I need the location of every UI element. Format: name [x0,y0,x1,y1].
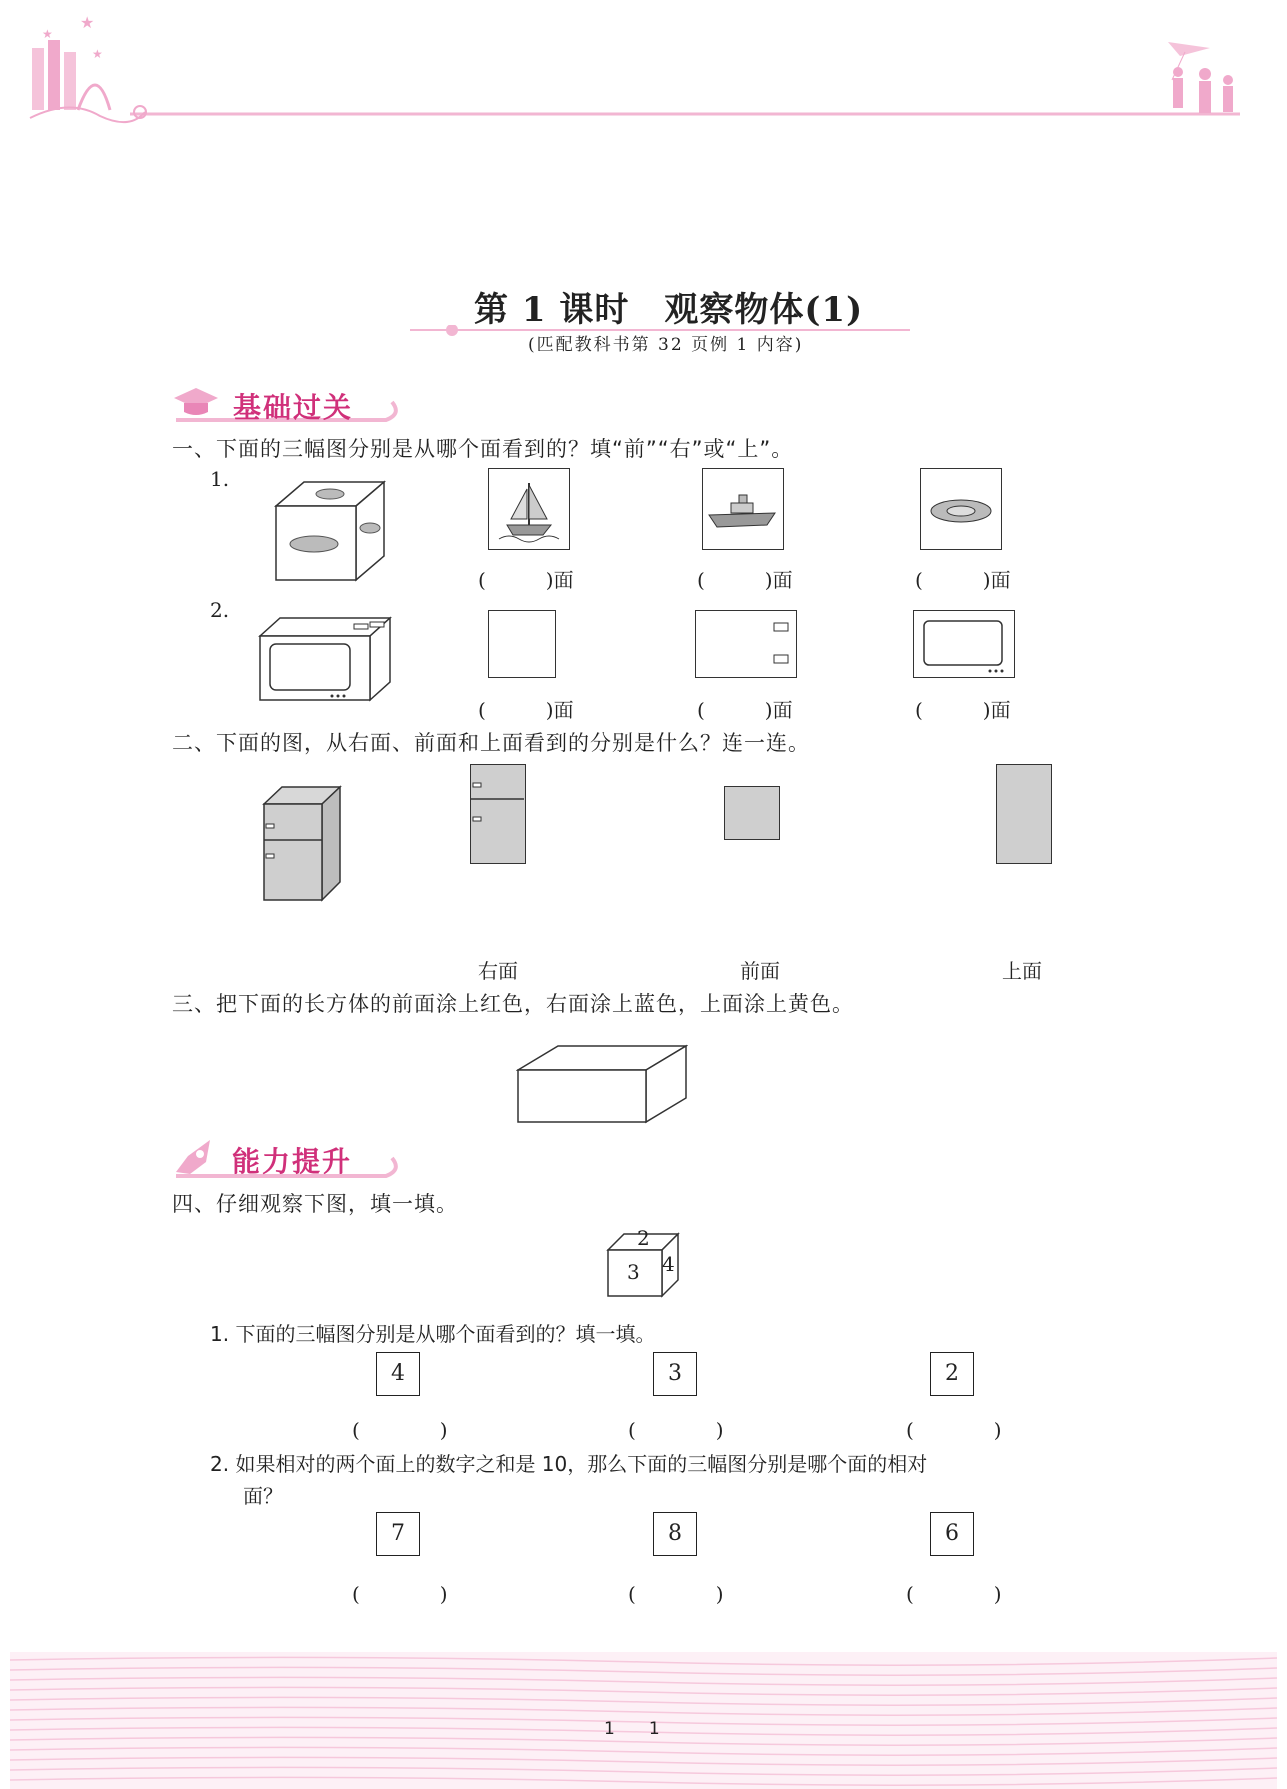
question-4-prompt: 四、仔细观察下图，填一填。 [172,1192,458,1216]
q4-2-blank-3[interactable]: ( ) [906,1582,1002,1606]
cube-top-number: 2 [637,1226,650,1250]
page-title: 第 1 课时 观察物体(1) [474,290,864,330]
ship-cube-figure [270,472,390,582]
q4-sub-2-line-1: 2. 如果相对的两个面上的数字之和是 10，那么下面的三幅图分别是哪个面的相对 [210,1452,928,1476]
q2-label-right[interactable]: 右面 [478,959,518,983]
page-number: 1 1 [604,1719,660,1739]
opposite-box-3: 6 [930,1512,974,1556]
q4-sub-2-line-2: 面？ [243,1484,283,1508]
opposite-box-2: 8 [653,1512,697,1556]
cube-front-number: 3 [627,1260,640,1284]
q1-1-blank-3[interactable]: ( )面 [915,568,1011,592]
view-box-3: 2 [930,1352,974,1396]
question-2-prompt: 二、下面的图，从右面、前面和上面看到的分别是什么？连一连。 [172,731,810,755]
q4-1-blank-3[interactable]: ( ) [906,1418,1002,1442]
fridge-top-view-image[interactable] [724,786,780,840]
q2-label-front[interactable]: 前面 [740,959,780,983]
q1-item-2-label: 2. [210,598,230,622]
page-subtitle: (匹配教科书第 32 页例 1 内容) [528,335,804,355]
ship-right-view-image [702,468,784,550]
microwave-front-view-image [913,610,1015,678]
microwave-top-view-image [488,610,556,678]
section-title-basic: 基础过关 [233,391,354,424]
ship-front-view-image [488,468,570,550]
fridge-right-view-image[interactable] [996,764,1052,864]
fridge-front-view-image[interactable] [470,764,526,864]
svg-text:★: ★ [80,13,95,32]
opposite-box-1: 7 [376,1512,420,1556]
cube-right-number: 4 [662,1252,675,1276]
q1-2-blank-2[interactable]: ( )面 [697,698,793,722]
svg-text:★: ★ [92,47,103,61]
view-box-1: 4 [376,1352,420,1396]
question-1-prompt: 一、下面的三幅图分别是从哪个面看到的？填“前”“右”或“上”。 [172,437,794,461]
microwave-figure [258,614,393,704]
q4-1-blank-1[interactable]: ( ) [352,1418,448,1442]
ship-top-view-image [920,468,1002,550]
cuboid-figure[interactable] [516,1044,688,1124]
fridge-figure [262,784,342,904]
view-box-2: 3 [653,1352,697,1396]
q1-1-blank-2[interactable]: ( )面 [697,568,793,592]
header-ornament-icon [0,0,1287,130]
q4-sub-1-text: 1. 下面的三幅图分别是从哪个面看到的？填一填。 [210,1322,656,1346]
q2-label-top[interactable]: 上面 [1002,959,1042,983]
question-3-prompt: 三、把下面的长方体的前面涂上红色，右面涂上蓝色，上面涂上黄色。 [172,992,854,1016]
svg-text:★: ★ [42,27,53,41]
q4-2-blank-1[interactable]: ( ) [352,1582,448,1606]
q1-1-blank-1[interactable]: ( )面 [478,568,574,592]
q4-2-blank-2[interactable]: ( ) [628,1582,724,1606]
q1-2-blank-3[interactable]: ( )面 [915,698,1011,722]
q1-item-1-label: 1. [210,467,230,491]
q4-1-blank-2[interactable]: ( ) [628,1418,724,1442]
header-decoration [0,0,1287,130]
title-underline [410,322,910,330]
q1-2-blank-1[interactable]: ( )面 [478,698,574,722]
section-title-advanced: 能力提升 [232,1145,353,1178]
microwave-right-view-image [695,610,797,678]
